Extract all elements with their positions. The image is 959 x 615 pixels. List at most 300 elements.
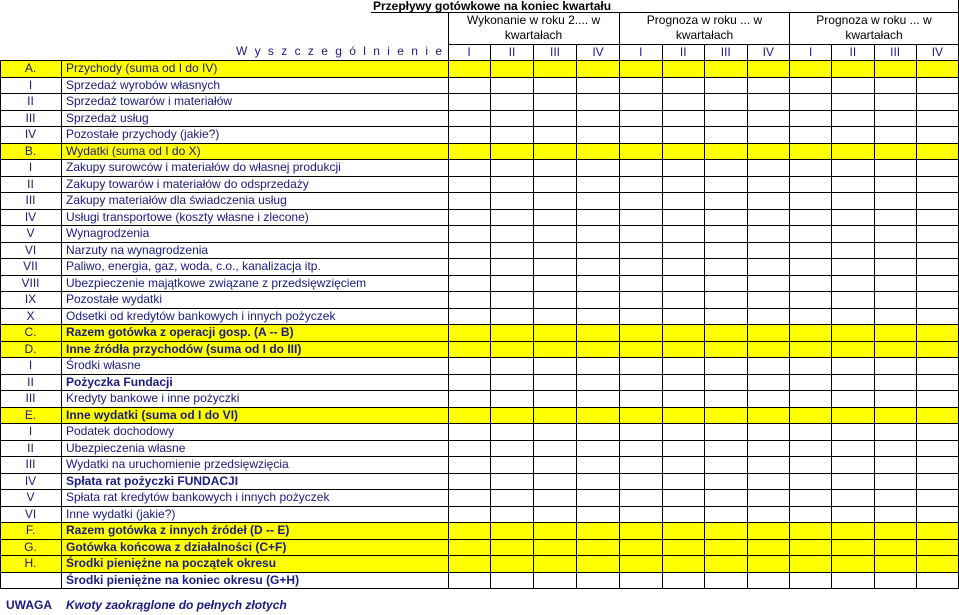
value-cell[interactable] xyxy=(790,258,832,275)
value-cell[interactable] xyxy=(705,308,748,325)
value-cell[interactable] xyxy=(448,473,491,490)
value-cell[interactable] xyxy=(448,555,491,572)
value-cell[interactable] xyxy=(832,539,874,556)
value-cell[interactable] xyxy=(875,275,917,292)
value-cell[interactable] xyxy=(491,143,534,160)
value-cell[interactable] xyxy=(748,110,791,127)
value-cell[interactable] xyxy=(748,374,791,391)
value-cell[interactable] xyxy=(790,209,832,226)
value-cell[interactable] xyxy=(534,225,577,242)
value-cell[interactable] xyxy=(875,572,917,589)
value-cell[interactable] xyxy=(663,324,706,341)
value-cell[interactable] xyxy=(620,225,663,242)
value-cell[interactable] xyxy=(491,209,534,226)
value-cell[interactable] xyxy=(705,357,748,374)
value-cell[interactable] xyxy=(917,489,959,506)
value-cell[interactable] xyxy=(790,390,832,407)
value-cell[interactable] xyxy=(875,506,917,523)
value-cell[interactable] xyxy=(705,324,748,341)
value-cell[interactable] xyxy=(875,225,917,242)
value-cell[interactable] xyxy=(620,456,663,473)
value-cell[interactable] xyxy=(448,93,491,110)
value-cell[interactable] xyxy=(534,456,577,473)
value-cell[interactable] xyxy=(875,407,917,424)
value-cell[interactable] xyxy=(620,60,663,77)
value-cell[interactable] xyxy=(748,506,791,523)
value-cell[interactable] xyxy=(790,324,832,341)
value-cell[interactable] xyxy=(875,324,917,341)
value-cell[interactable] xyxy=(491,572,534,589)
value-cell[interactable] xyxy=(875,440,917,457)
value-cell[interactable] xyxy=(875,308,917,325)
value-cell[interactable] xyxy=(705,440,748,457)
value-cell[interactable] xyxy=(663,110,706,127)
value-cell[interactable] xyxy=(491,308,534,325)
value-cell[interactable] xyxy=(620,489,663,506)
value-cell[interactable] xyxy=(705,407,748,424)
value-cell[interactable] xyxy=(577,192,620,209)
value-cell[interactable] xyxy=(917,473,959,490)
value-cell[interactable] xyxy=(491,192,534,209)
value-cell[interactable] xyxy=(790,60,832,77)
value-cell[interactable] xyxy=(534,93,577,110)
value-cell[interactable] xyxy=(534,423,577,440)
value-cell[interactable] xyxy=(748,572,791,589)
value-cell[interactable] xyxy=(748,77,791,94)
value-cell[interactable] xyxy=(832,357,874,374)
value-cell[interactable] xyxy=(448,456,491,473)
value-cell[interactable] xyxy=(832,506,874,523)
value-cell[interactable] xyxy=(875,110,917,127)
value-cell[interactable] xyxy=(705,473,748,490)
value-cell[interactable] xyxy=(534,291,577,308)
value-cell[interactable] xyxy=(748,324,791,341)
value-cell[interactable] xyxy=(875,456,917,473)
value-cell[interactable] xyxy=(832,522,874,539)
value-cell[interactable] xyxy=(620,506,663,523)
value-cell[interactable] xyxy=(705,374,748,391)
value-cell[interactable] xyxy=(832,390,874,407)
value-cell[interactable] xyxy=(917,176,959,193)
value-cell[interactable] xyxy=(491,225,534,242)
value-cell[interactable] xyxy=(875,176,917,193)
value-cell[interactable] xyxy=(790,110,832,127)
value-cell[interactable] xyxy=(790,77,832,94)
value-cell[interactable] xyxy=(917,572,959,589)
value-cell[interactable] xyxy=(620,176,663,193)
value-cell[interactable] xyxy=(790,473,832,490)
value-cell[interactable] xyxy=(790,456,832,473)
value-cell[interactable] xyxy=(534,341,577,358)
value-cell[interactable] xyxy=(620,390,663,407)
value-cell[interactable] xyxy=(620,539,663,556)
value-cell[interactable] xyxy=(705,341,748,358)
value-cell[interactable] xyxy=(790,159,832,176)
value-cell[interactable] xyxy=(663,555,706,572)
value-cell[interactable] xyxy=(534,522,577,539)
value-cell[interactable] xyxy=(917,242,959,259)
value-cell[interactable] xyxy=(491,539,534,556)
value-cell[interactable] xyxy=(748,489,791,506)
value-cell[interactable] xyxy=(534,110,577,127)
value-cell[interactable] xyxy=(620,291,663,308)
value-cell[interactable] xyxy=(491,357,534,374)
value-cell[interactable] xyxy=(534,308,577,325)
value-cell[interactable] xyxy=(832,225,874,242)
value-cell[interactable] xyxy=(705,242,748,259)
value-cell[interactable] xyxy=(534,357,577,374)
value-cell[interactable] xyxy=(577,176,620,193)
value-cell[interactable] xyxy=(917,539,959,556)
value-cell[interactable] xyxy=(875,423,917,440)
value-cell[interactable] xyxy=(705,275,748,292)
value-cell[interactable] xyxy=(705,143,748,160)
value-cell[interactable] xyxy=(663,456,706,473)
value-cell[interactable] xyxy=(620,110,663,127)
value-cell[interactable] xyxy=(534,539,577,556)
value-cell[interactable] xyxy=(917,77,959,94)
value-cell[interactable] xyxy=(705,60,748,77)
value-cell[interactable] xyxy=(875,539,917,556)
value-cell[interactable] xyxy=(577,225,620,242)
value-cell[interactable] xyxy=(748,159,791,176)
value-cell[interactable] xyxy=(534,275,577,292)
value-cell[interactable] xyxy=(875,143,917,160)
value-cell[interactable] xyxy=(663,357,706,374)
value-cell[interactable] xyxy=(620,440,663,457)
value-cell[interactable] xyxy=(448,143,491,160)
value-cell[interactable] xyxy=(705,522,748,539)
value-cell[interactable] xyxy=(917,390,959,407)
value-cell[interactable] xyxy=(917,60,959,77)
value-cell[interactable] xyxy=(448,539,491,556)
value-cell[interactable] xyxy=(620,522,663,539)
value-cell[interactable] xyxy=(620,258,663,275)
value-cell[interactable] xyxy=(875,522,917,539)
value-cell[interactable] xyxy=(875,93,917,110)
value-cell[interactable] xyxy=(577,390,620,407)
value-cell[interactable] xyxy=(875,192,917,209)
value-cell[interactable] xyxy=(577,77,620,94)
value-cell[interactable] xyxy=(534,176,577,193)
value-cell[interactable] xyxy=(663,60,706,77)
value-cell[interactable] xyxy=(748,242,791,259)
value-cell[interactable] xyxy=(534,390,577,407)
value-cell[interactable] xyxy=(748,390,791,407)
value-cell[interactable] xyxy=(875,390,917,407)
value-cell[interactable] xyxy=(917,522,959,539)
value-cell[interactable] xyxy=(917,291,959,308)
value-cell[interactable] xyxy=(491,456,534,473)
value-cell[interactable] xyxy=(917,308,959,325)
value-cell[interactable] xyxy=(620,126,663,143)
value-cell[interactable] xyxy=(577,242,620,259)
value-cell[interactable] xyxy=(577,341,620,358)
value-cell[interactable] xyxy=(491,407,534,424)
value-cell[interactable] xyxy=(620,93,663,110)
value-cell[interactable] xyxy=(448,423,491,440)
value-cell[interactable] xyxy=(534,473,577,490)
value-cell[interactable] xyxy=(534,143,577,160)
value-cell[interactable] xyxy=(663,390,706,407)
value-cell[interactable] xyxy=(620,374,663,391)
value-cell[interactable] xyxy=(620,407,663,424)
value-cell[interactable] xyxy=(917,93,959,110)
value-cell[interactable] xyxy=(663,143,706,160)
value-cell[interactable] xyxy=(790,489,832,506)
value-cell[interactable] xyxy=(491,77,534,94)
value-cell[interactable] xyxy=(748,192,791,209)
value-cell[interactable] xyxy=(448,176,491,193)
value-cell[interactable] xyxy=(917,357,959,374)
value-cell[interactable] xyxy=(577,473,620,490)
value-cell[interactable] xyxy=(491,473,534,490)
value-cell[interactable] xyxy=(448,390,491,407)
value-cell[interactable] xyxy=(790,555,832,572)
value-cell[interactable] xyxy=(448,110,491,127)
value-cell[interactable] xyxy=(491,506,534,523)
value-cell[interactable] xyxy=(917,407,959,424)
value-cell[interactable] xyxy=(534,555,577,572)
value-cell[interactable] xyxy=(620,308,663,325)
value-cell[interactable] xyxy=(491,159,534,176)
value-cell[interactable] xyxy=(748,291,791,308)
value-cell[interactable] xyxy=(748,522,791,539)
value-cell[interactable] xyxy=(448,308,491,325)
value-cell[interactable] xyxy=(748,473,791,490)
value-cell[interactable] xyxy=(875,159,917,176)
value-cell[interactable] xyxy=(577,440,620,457)
value-cell[interactable] xyxy=(448,506,491,523)
value-cell[interactable] xyxy=(748,539,791,556)
value-cell[interactable] xyxy=(790,242,832,259)
value-cell[interactable] xyxy=(790,522,832,539)
value-cell[interactable] xyxy=(832,209,874,226)
value-cell[interactable] xyxy=(491,93,534,110)
value-cell[interactable] xyxy=(534,407,577,424)
value-cell[interactable] xyxy=(491,522,534,539)
value-cell[interactable] xyxy=(577,126,620,143)
value-cell[interactable] xyxy=(534,77,577,94)
value-cell[interactable] xyxy=(705,456,748,473)
value-cell[interactable] xyxy=(663,209,706,226)
value-cell[interactable] xyxy=(491,291,534,308)
value-cell[interactable] xyxy=(917,555,959,572)
value-cell[interactable] xyxy=(875,341,917,358)
value-cell[interactable] xyxy=(663,489,706,506)
value-cell[interactable] xyxy=(832,126,874,143)
value-cell[interactable] xyxy=(577,539,620,556)
value-cell[interactable] xyxy=(832,473,874,490)
value-cell[interactable] xyxy=(875,126,917,143)
value-cell[interactable] xyxy=(790,192,832,209)
value-cell[interactable] xyxy=(705,93,748,110)
value-cell[interactable] xyxy=(577,555,620,572)
value-cell[interactable] xyxy=(748,93,791,110)
value-cell[interactable] xyxy=(577,93,620,110)
value-cell[interactable] xyxy=(534,374,577,391)
value-cell[interactable] xyxy=(534,126,577,143)
value-cell[interactable] xyxy=(748,357,791,374)
value-cell[interactable] xyxy=(832,60,874,77)
value-cell[interactable] xyxy=(748,176,791,193)
value-cell[interactable] xyxy=(491,242,534,259)
value-cell[interactable] xyxy=(448,324,491,341)
value-cell[interactable] xyxy=(875,242,917,259)
value-cell[interactable] xyxy=(577,291,620,308)
value-cell[interactable] xyxy=(790,143,832,160)
value-cell[interactable] xyxy=(534,60,577,77)
value-cell[interactable] xyxy=(832,341,874,358)
value-cell[interactable] xyxy=(705,506,748,523)
value-cell[interactable] xyxy=(705,390,748,407)
value-cell[interactable] xyxy=(790,275,832,292)
value-cell[interactable] xyxy=(534,489,577,506)
value-cell[interactable] xyxy=(448,341,491,358)
value-cell[interactable] xyxy=(790,225,832,242)
value-cell[interactable] xyxy=(917,423,959,440)
value-cell[interactable] xyxy=(620,242,663,259)
value-cell[interactable] xyxy=(748,225,791,242)
value-cell[interactable] xyxy=(790,126,832,143)
value-cell[interactable] xyxy=(534,258,577,275)
value-cell[interactable] xyxy=(748,275,791,292)
value-cell[interactable] xyxy=(875,473,917,490)
value-cell[interactable] xyxy=(663,126,706,143)
value-cell[interactable] xyxy=(705,110,748,127)
value-cell[interactable] xyxy=(448,242,491,259)
value-cell[interactable] xyxy=(491,341,534,358)
value-cell[interactable] xyxy=(448,209,491,226)
value-cell[interactable] xyxy=(917,506,959,523)
value-cell[interactable] xyxy=(832,110,874,127)
value-cell[interactable] xyxy=(790,440,832,457)
value-cell[interactable] xyxy=(790,308,832,325)
value-cell[interactable] xyxy=(448,225,491,242)
value-cell[interactable] xyxy=(534,506,577,523)
value-cell[interactable] xyxy=(663,291,706,308)
value-cell[interactable] xyxy=(917,209,959,226)
value-cell[interactable] xyxy=(917,225,959,242)
value-cell[interactable] xyxy=(620,423,663,440)
value-cell[interactable] xyxy=(620,159,663,176)
value-cell[interactable] xyxy=(448,440,491,457)
value-cell[interactable] xyxy=(748,143,791,160)
value-cell[interactable] xyxy=(448,522,491,539)
value-cell[interactable] xyxy=(577,423,620,440)
value-cell[interactable] xyxy=(663,440,706,457)
value-cell[interactable] xyxy=(705,572,748,589)
value-cell[interactable] xyxy=(663,192,706,209)
value-cell[interactable] xyxy=(875,291,917,308)
value-cell[interactable] xyxy=(577,275,620,292)
value-cell[interactable] xyxy=(491,126,534,143)
value-cell[interactable] xyxy=(705,159,748,176)
value-cell[interactable] xyxy=(663,374,706,391)
value-cell[interactable] xyxy=(491,489,534,506)
value-cell[interactable] xyxy=(875,555,917,572)
value-cell[interactable] xyxy=(748,341,791,358)
value-cell[interactable] xyxy=(491,60,534,77)
value-cell[interactable] xyxy=(534,324,577,341)
value-cell[interactable] xyxy=(577,258,620,275)
value-cell[interactable] xyxy=(832,258,874,275)
value-cell[interactable] xyxy=(917,341,959,358)
value-cell[interactable] xyxy=(790,506,832,523)
value-cell[interactable] xyxy=(448,60,491,77)
value-cell[interactable] xyxy=(832,291,874,308)
value-cell[interactable] xyxy=(748,308,791,325)
value-cell[interactable] xyxy=(534,159,577,176)
value-cell[interactable] xyxy=(448,374,491,391)
value-cell[interactable] xyxy=(790,374,832,391)
value-cell[interactable] xyxy=(491,390,534,407)
value-cell[interactable] xyxy=(832,374,874,391)
value-cell[interactable] xyxy=(663,407,706,424)
value-cell[interactable] xyxy=(917,324,959,341)
value-cell[interactable] xyxy=(577,489,620,506)
value-cell[interactable] xyxy=(748,258,791,275)
value-cell[interactable] xyxy=(790,176,832,193)
value-cell[interactable] xyxy=(790,572,832,589)
value-cell[interactable] xyxy=(448,192,491,209)
value-cell[interactable] xyxy=(534,440,577,457)
value-cell[interactable] xyxy=(534,572,577,589)
value-cell[interactable] xyxy=(832,440,874,457)
value-cell[interactable] xyxy=(577,143,620,160)
value-cell[interactable] xyxy=(448,126,491,143)
value-cell[interactable] xyxy=(705,258,748,275)
value-cell[interactable] xyxy=(577,374,620,391)
value-cell[interactable] xyxy=(491,324,534,341)
value-cell[interactable] xyxy=(917,126,959,143)
value-cell[interactable] xyxy=(577,506,620,523)
value-cell[interactable] xyxy=(577,159,620,176)
value-cell[interactable] xyxy=(448,357,491,374)
value-cell[interactable] xyxy=(448,407,491,424)
value-cell[interactable] xyxy=(705,489,748,506)
value-cell[interactable] xyxy=(620,572,663,589)
value-cell[interactable] xyxy=(917,143,959,160)
value-cell[interactable] xyxy=(448,275,491,292)
value-cell[interactable] xyxy=(917,456,959,473)
value-cell[interactable] xyxy=(875,258,917,275)
value-cell[interactable] xyxy=(534,209,577,226)
value-cell[interactable] xyxy=(917,258,959,275)
value-cell[interactable] xyxy=(705,291,748,308)
value-cell[interactable] xyxy=(875,374,917,391)
value-cell[interactable] xyxy=(917,440,959,457)
value-cell[interactable] xyxy=(577,324,620,341)
value-cell[interactable] xyxy=(832,308,874,325)
value-cell[interactable] xyxy=(663,522,706,539)
value-cell[interactable] xyxy=(875,357,917,374)
value-cell[interactable] xyxy=(663,506,706,523)
value-cell[interactable] xyxy=(790,341,832,358)
value-cell[interactable] xyxy=(620,143,663,160)
value-cell[interactable] xyxy=(705,77,748,94)
value-cell[interactable] xyxy=(790,407,832,424)
value-cell[interactable] xyxy=(577,60,620,77)
value-cell[interactable] xyxy=(448,159,491,176)
value-cell[interactable] xyxy=(491,423,534,440)
value-cell[interactable] xyxy=(620,192,663,209)
value-cell[interactable] xyxy=(577,209,620,226)
value-cell[interactable] xyxy=(491,440,534,457)
value-cell[interactable] xyxy=(748,423,791,440)
value-cell[interactable] xyxy=(663,176,706,193)
value-cell[interactable] xyxy=(663,308,706,325)
